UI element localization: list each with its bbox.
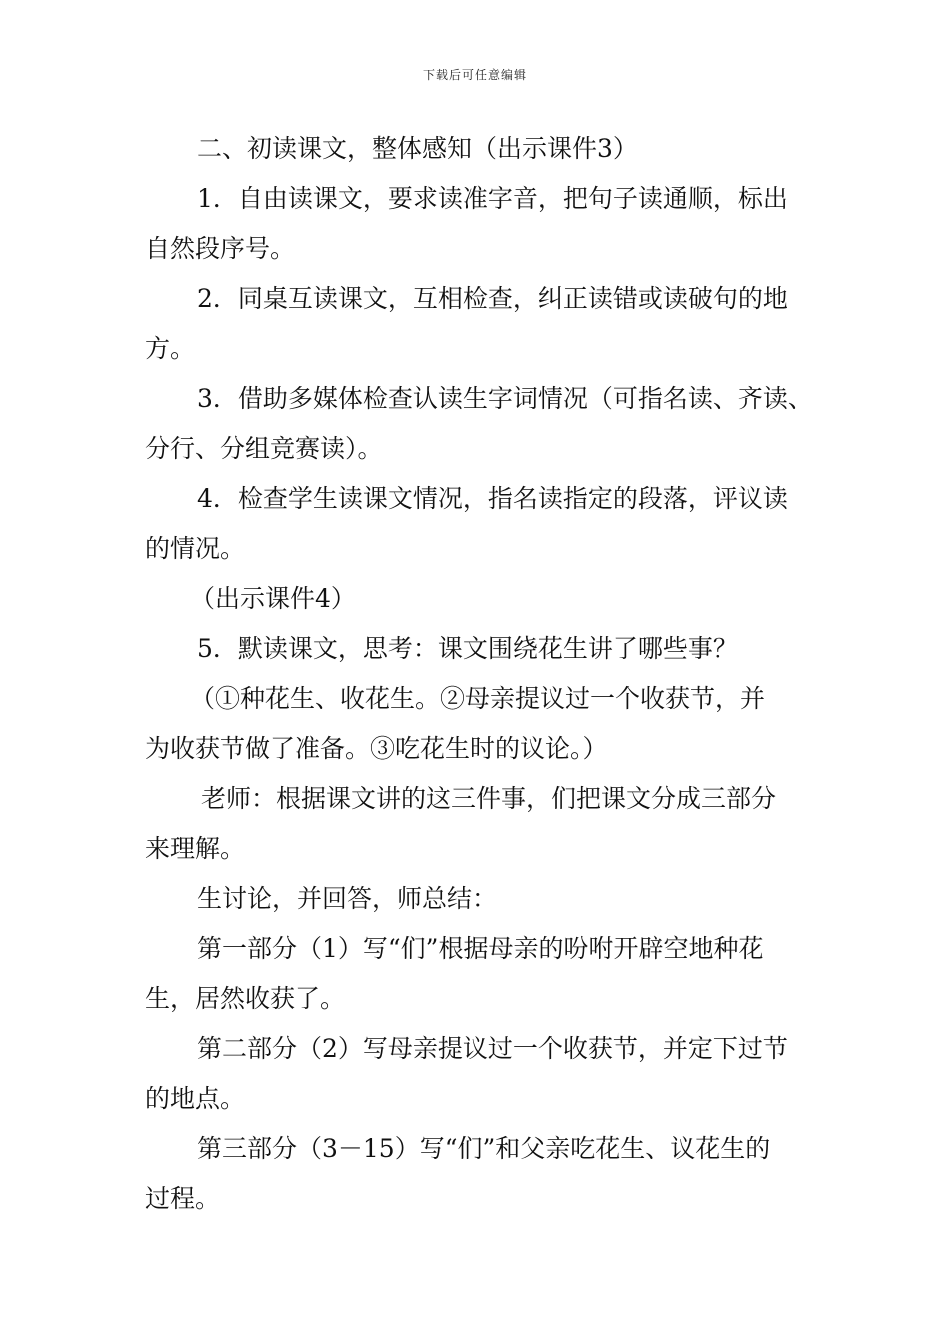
- paragraph-line: 生，居然收获了。: [145, 984, 346, 1013]
- paragraph-line: （出示课件4）: [190, 584, 356, 613]
- paragraph-line: 为收获节做了准备。③吃花生时的议论。）: [145, 734, 608, 763]
- paragraph-line: 4．检查学生读课文情况，指名读指定的段落，评议读: [197, 484, 788, 513]
- section-heading: 二、初读课文，整体感知（出示课件3）: [197, 134, 638, 163]
- paragraph-line: 第一部分（1）写“们”根据母亲的吩咐开辟空地种花: [197, 934, 764, 963]
- paragraph-line: 2．同桌互读课文，互相检查，纠正读错或读破句的地: [197, 284, 788, 313]
- paragraph-line: 分行、分组竞赛读）。: [145, 434, 383, 463]
- paragraph-line: 的地点。: [145, 1084, 246, 1113]
- paragraph-line: 生讨论，并回答，师总结：: [197, 884, 498, 913]
- paragraph-line: 自然段序号。: [145, 234, 296, 263]
- paragraph-line: 1．自由读课文，要求读准字音，把句子读通顺，标出: [197, 184, 788, 213]
- paragraph-line: 来理解。: [145, 834, 246, 863]
- document-body: [145, 130, 825, 1230]
- paragraph-line: 3．借助多媒体检查认读生字词情况（可指名读、齐读、: [197, 384, 813, 413]
- paragraph-line: 方。: [145, 334, 196, 363]
- paragraph-line: 的情况。: [145, 534, 246, 563]
- paragraph-line: 过程。: [145, 1184, 221, 1213]
- page-header-caption: 下载后可任意编辑: [422, 68, 527, 82]
- paragraph-line: 5．默读课文，思考：课文围绕花生讲了哪些事？: [197, 634, 738, 663]
- paragraph-line: 老师：根据课文讲的这三件事，们把课文分成三部分: [201, 784, 777, 813]
- paragraph-line: 第二部分（2）写母亲提议过一个收获节，并定下过节: [197, 1034, 788, 1063]
- paragraph-line: （①种花生、收花生。②母亲提议过一个收获节，并: [190, 684, 766, 713]
- paragraph-line: 第三部分（3－15）写“们”和父亲吃花生、议花生的: [197, 1134, 771, 1163]
